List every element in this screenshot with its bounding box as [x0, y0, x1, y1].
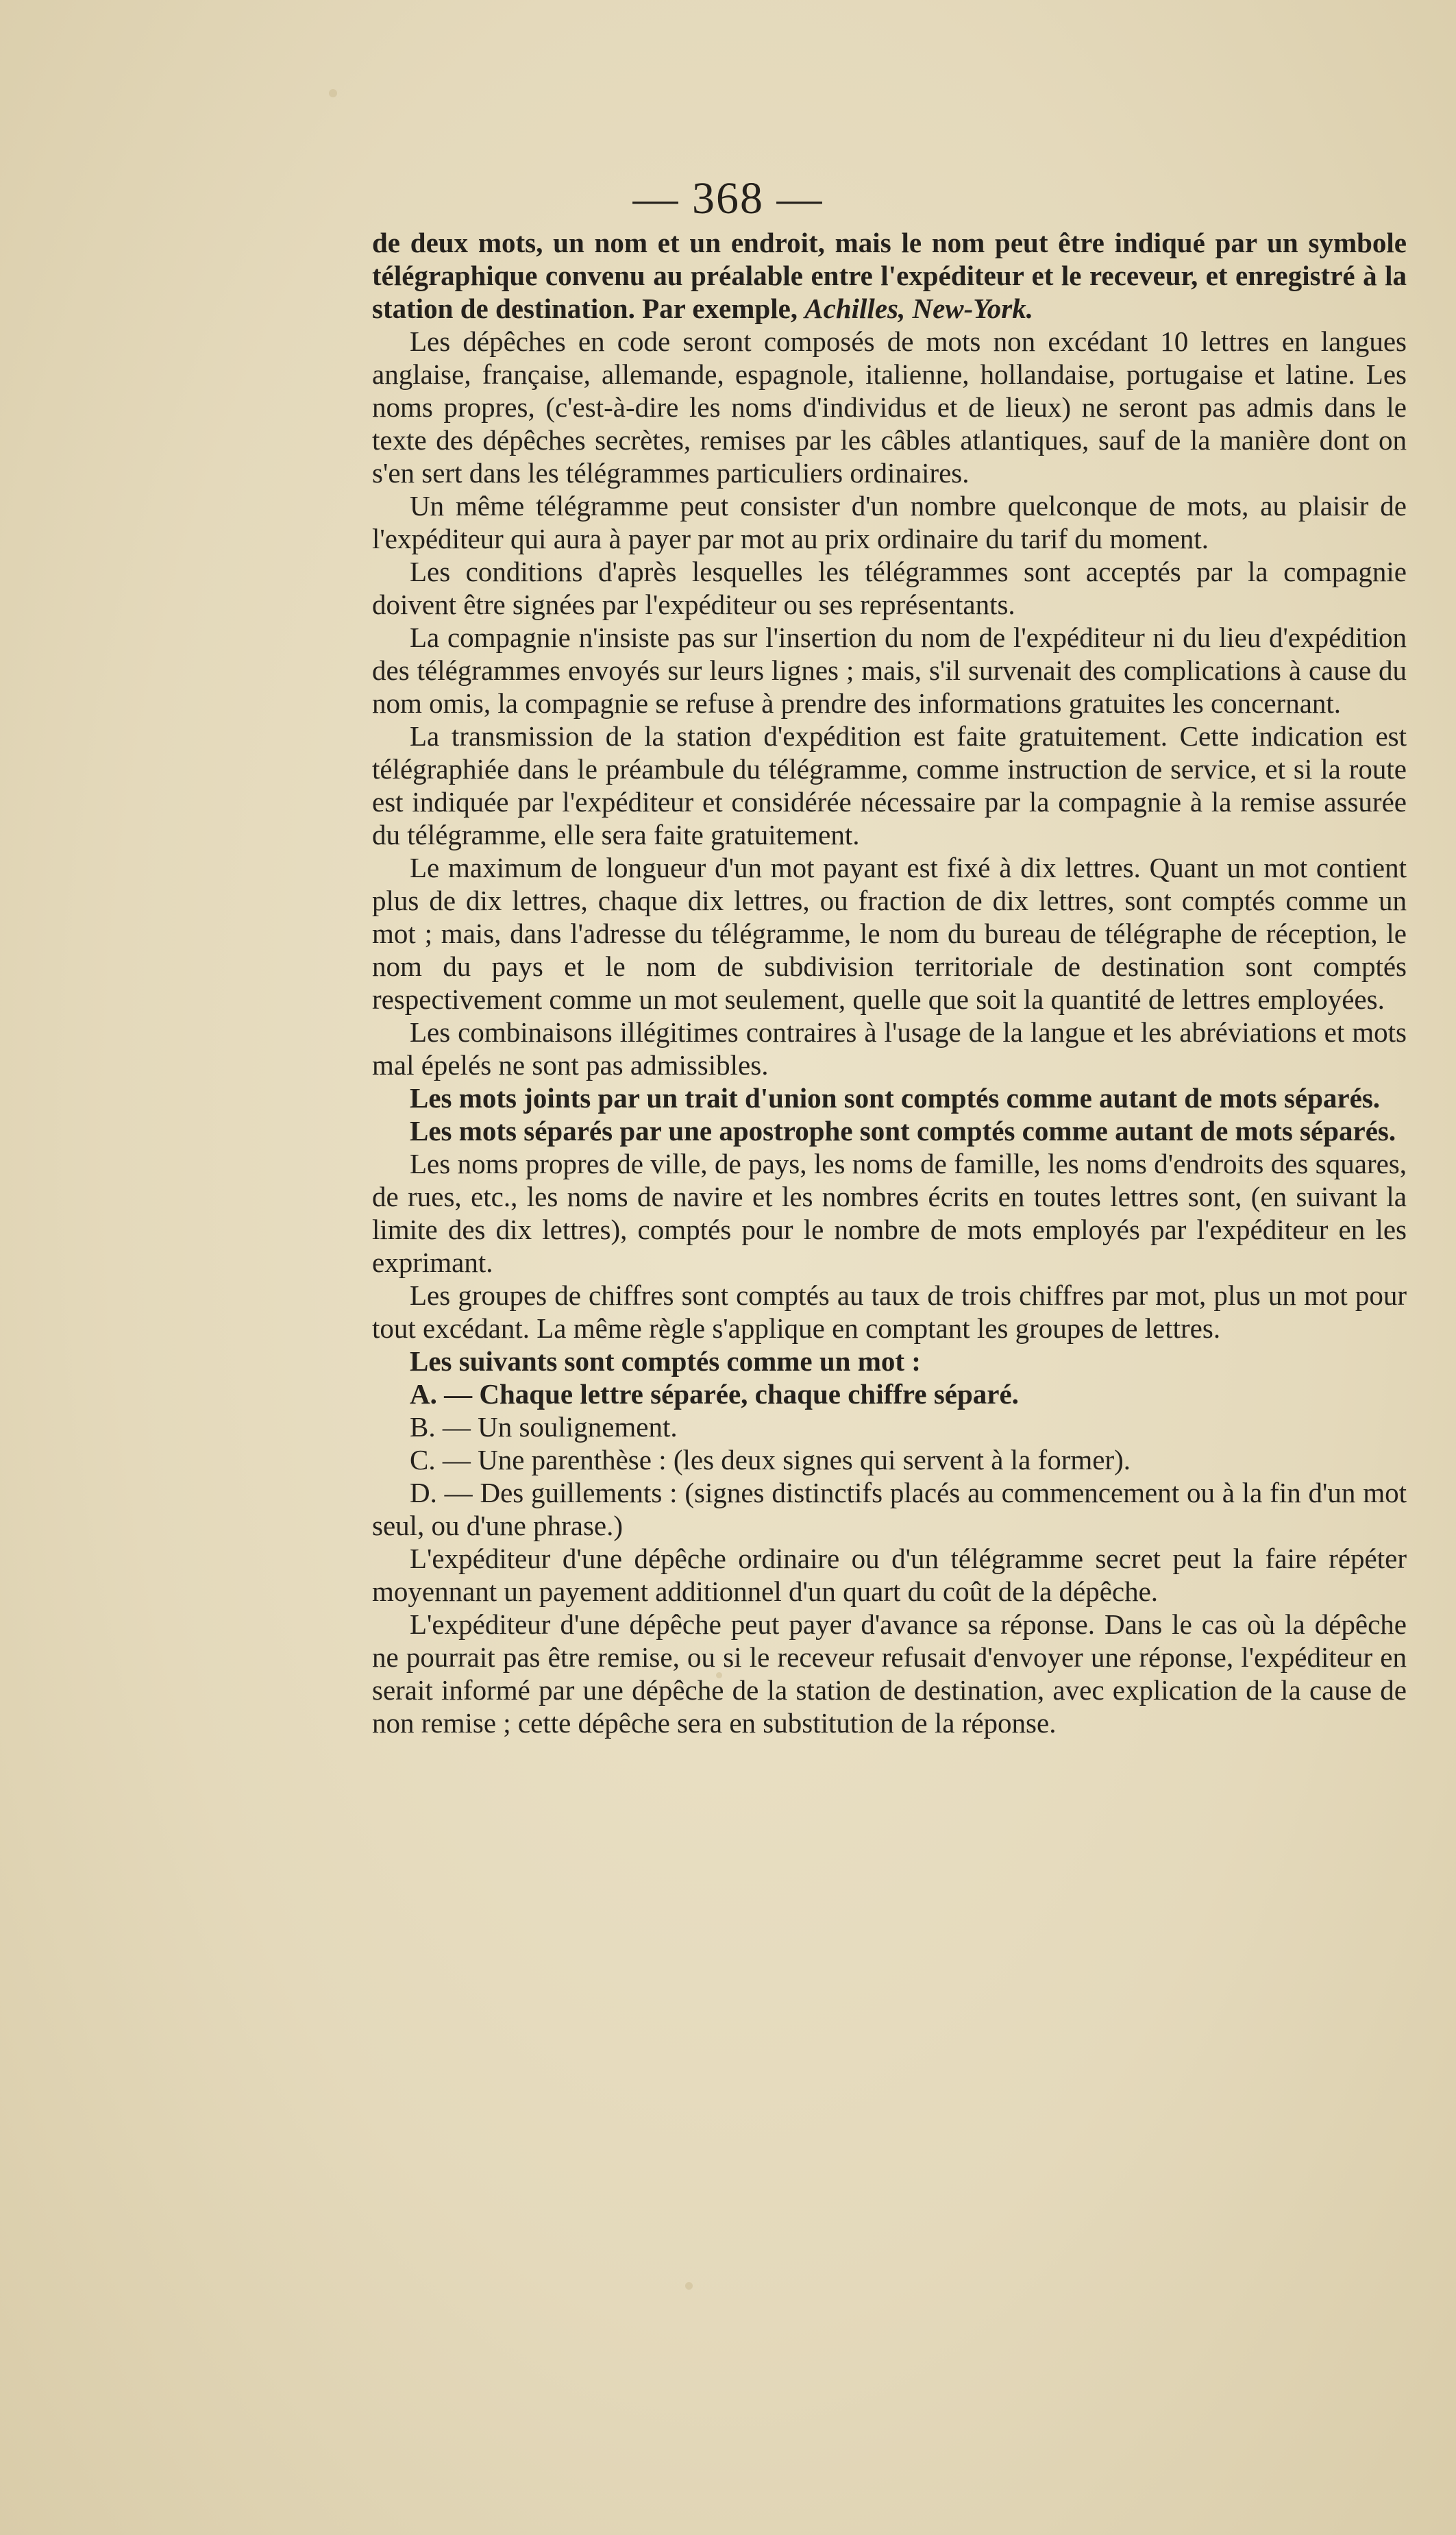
- paragraph: L'expéditeur d'une dépêche peut payer d'avance sa réponse. Dans le cas où la dépêche ne pourrait pas être remise, ou si le receveur refusait d'envoyer une réponse, l'expéditeur en serait informé par une dépêche de la station de destination, avec explication de la cause de non remise ; cette dépêche sera en substitution de la réponse.: [372, 1608, 1407, 1739]
- paragraph: Les groupes de chiffres sont comptés au taux de trois chiffres par mot, plus un mot pour tout excédant. La même règle s'applique en comptant les groupes de lettres.: [372, 1279, 1407, 1344]
- page-number: — 368 —: [632, 173, 824, 223]
- paragraph: Les dépêches en code seront composés de mots non excédant 10 lettres en langues anglaise, française, allemande, espagnole, italienne, hollandaise, portugaise et latine. Les noms propres, (c'est-à-dire les noms d'individus et de lieux) ne seront pas admis dans le texte des dépêches secrètes, remises par les câbles atlantiques, sauf de la manière dont on s'en sert dans les télégrammes particuliers ordinaires.: [372, 326, 1407, 489]
- paragraph: Les noms propres de ville, de pays, les noms de famille, les noms d'endroits des squares, de rues, etc., les noms de navire et les nombres écrits en toutes lettres sont, (en suivant la limite des dix lettres), comptés pour le nombre de mots employés par l'expéditeur en les exprimant.: [372, 1148, 1407, 1278]
- list-item: A. — Chaque lettre séparée, chaque chiffre séparé.: [410, 1378, 1019, 1410]
- paragraph: La transmission de la station d'expédition est faite gratuitement. Cette indication est télégraphiée dans le préambule du télégramme, comme instruction de service, et si la route est indiquée par l'expéditeur et considérée nécessaire par la compagnie à la remise assurée du télégramme, elle sera faite gratuitement.: [372, 720, 1407, 850]
- paragraph: Les mots joints par un trait d'union sont comptés comme autant de mots séparés.: [410, 1082, 1381, 1114]
- paper-stain: [329, 89, 337, 97]
- paragraph: Les combinaisons illégitimes contraires à l'usage de la langue et les abréviations et mots mal épelés ne sont pas admissibles.: [372, 1016, 1407, 1081]
- list-item: C. — Une parenthèse : (les deux signes qui servent à la former).: [410, 1444, 1131, 1475]
- paragraph: Les mots séparés par une apostrophe sont comptés comme autant de mots séparés.: [410, 1115, 1396, 1147]
- example-text: Achilles, New-York.: [804, 293, 1033, 324]
- body-text: [372, 226, 1407, 1739]
- paragraph: Le maximum de longueur d'un mot payant est fixé à dix lettres. Quant un mot contient plus de dix lettres, chaque dix lettres, ou fraction de dix lettres, sont comptés comme un mot ; mais, dans l'adresse du télégramme, le nom du bureau de télégraphe de réception, le nom du pays et le nom de subdivision territoriale de destination sont comptés respectivement comme un mot seulement, quelle que soit la quantité de lettres employées.: [372, 852, 1407, 1015]
- paper-stain: [685, 2282, 693, 2290]
- paragraph: La compagnie n'insiste pas sur l'insertion du nom de l'expéditeur ni du lieu d'expédition des télégrammes envoyés sur leurs lignes ; mais, s'il survenait des complications à cause du nom omis, la compagnie se refuse à prendre des informations gratuites les concernant.: [372, 622, 1407, 719]
- paragraph: Les conditions d'après lesquelles les télégrammes sont acceptés par la compagnie doivent être signées par l'expéditeur ou ses représentants.: [372, 556, 1407, 620]
- list-item: D. — Des guillements : (signes distinctifs placés au commencement ou à la fin d'un mot seul, ou d'une phrase.): [372, 1477, 1407, 1541]
- list-item: B. — Un soulignement.: [410, 1411, 678, 1443]
- paragraph: Un même télégramme peut consister d'un nombre quelconque de mots, au plaisir de l'expéditeur qui aura à payer par mot au prix ordinaire du tarif du moment.: [372, 490, 1407, 554]
- paragraph: de deux mots, un nom et un endroit, mais le nom peut être indiqué par un symbole télégraphique convenu au préalable entre l'expéditeur et le receveur, et enregistré à la station de destination. Par exemple, Achilles, New-York.: [372, 227, 1407, 324]
- paragraph: L'expéditeur d'une dépêche ordinaire ou d'un télégramme secret peut la faire répéter moyennant un payement additionnel d'un quart du coût de la dépêche.: [372, 1543, 1407, 1607]
- paragraph: Les suivants sont comptés comme un mot :: [410, 1345, 921, 1377]
